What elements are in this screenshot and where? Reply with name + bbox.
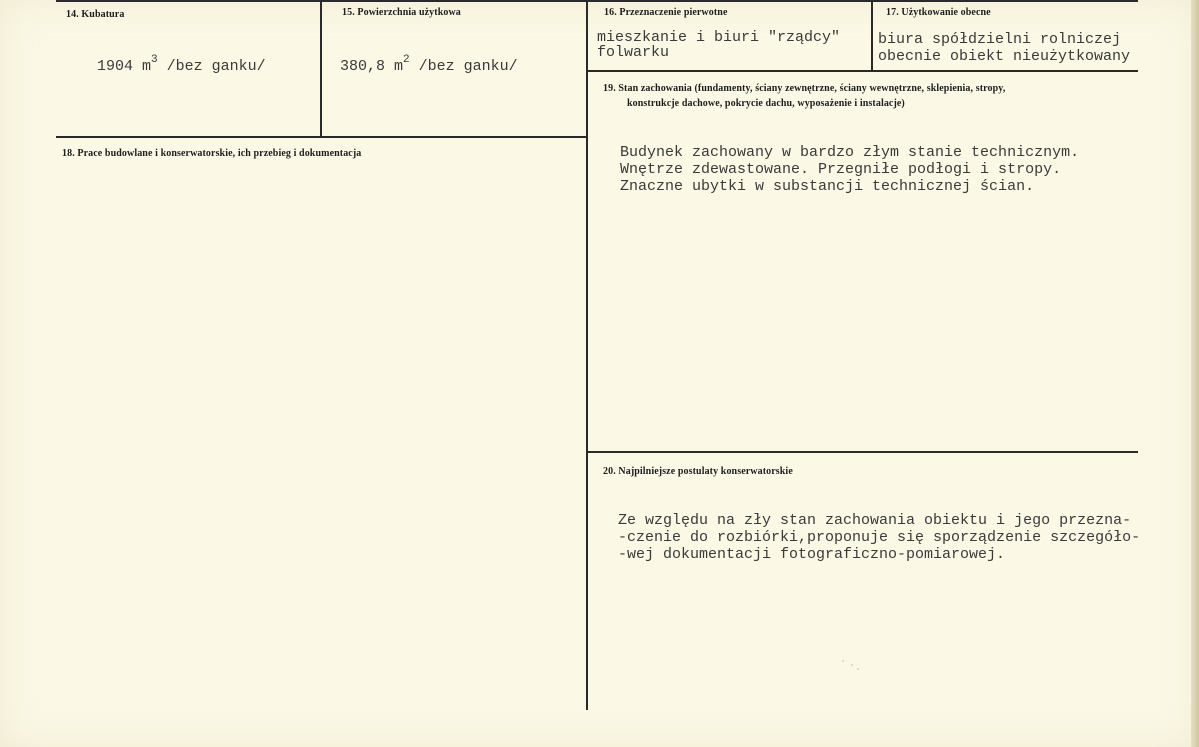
field-18-label: 18. Prace budowlane i konserwatorskie, ich przebieg i dokumentacja [62, 148, 362, 159]
field-20-line-2: -czenie do rozbiórki,proponuje się sporządzenie szczegóło- [618, 529, 1141, 546]
divider-14-15 [320, 0, 322, 138]
field-14-value [97, 54, 266, 75]
field-19-line-3: Znaczne ubytki w substancji technicznej ścian. [620, 178, 1035, 195]
top-border-line [56, 0, 1138, 2]
field-15-number: 380,8 m [340, 58, 404, 75]
field-17-line-1: biura spółdzielni rolniczej [878, 31, 1122, 48]
paper-speck [851, 664, 853, 666]
divider-15-16 [586, 0, 588, 710]
field-15-value [340, 54, 518, 75]
field-14-exponent: 3 [151, 54, 158, 66]
field-19-line-1: Budynek zachowany w bardzo złym stanie technicznym. [620, 144, 1080, 161]
field-15-label: 15. Powierzchnia użytkowa [342, 7, 461, 18]
field-17-label: 17. Użytkowanie obecne [886, 7, 991, 18]
rule-below-19 [586, 451, 1138, 453]
field-20-line-1: Ze względu na zły stan zachowania obiektu i jego przezna- [618, 512, 1132, 529]
field-14-label: 14. Kubatura [66, 9, 125, 20]
field-17-line-2: obecnie obiekt nieużytkowany [878, 48, 1131, 65]
field-14-note: /bez ganku/ [157, 58, 266, 75]
rule-below-14-15 [56, 136, 588, 138]
field-15-note: /bez ganku/ [409, 58, 518, 75]
paper-speck [842, 660, 844, 662]
field-19-line-2: Wnętrze zdewastowane. Przegniłe podłogi i stropy. [620, 161, 1062, 178]
field-16-line-2: folwarku [597, 44, 670, 61]
rule-below-16-17 [586, 70, 1138, 72]
divider-16-17 [871, 0, 873, 70]
field-19-label-line-1: 19. Stan zachowania (fundamenty, ściany zewnętrzne, ściany wewnętrzne, sklepienia, stropy, [603, 83, 1006, 94]
field-19-label-line-2: konstrukcje dachowe, pokrycie dachu, wyposażenie i instalacje) [627, 98, 905, 109]
field-20-line-3: -wej dokumentacji fotograficzno-pomiarowej. [618, 546, 1006, 563]
field-15-exponent: 2 [403, 54, 410, 66]
card-edge [1191, 0, 1199, 747]
field-20-label: 20. Najpilniejsze postulaty konserwatorskie [603, 466, 793, 477]
field-16-line-1: mieszkanie i biuri "rządcy" [597, 29, 841, 46]
field-16-label: 16. Przeznaczenie pierwotne [604, 7, 728, 18]
field-14-number: 1904 m [97, 58, 152, 75]
paper-speck [857, 668, 859, 670]
